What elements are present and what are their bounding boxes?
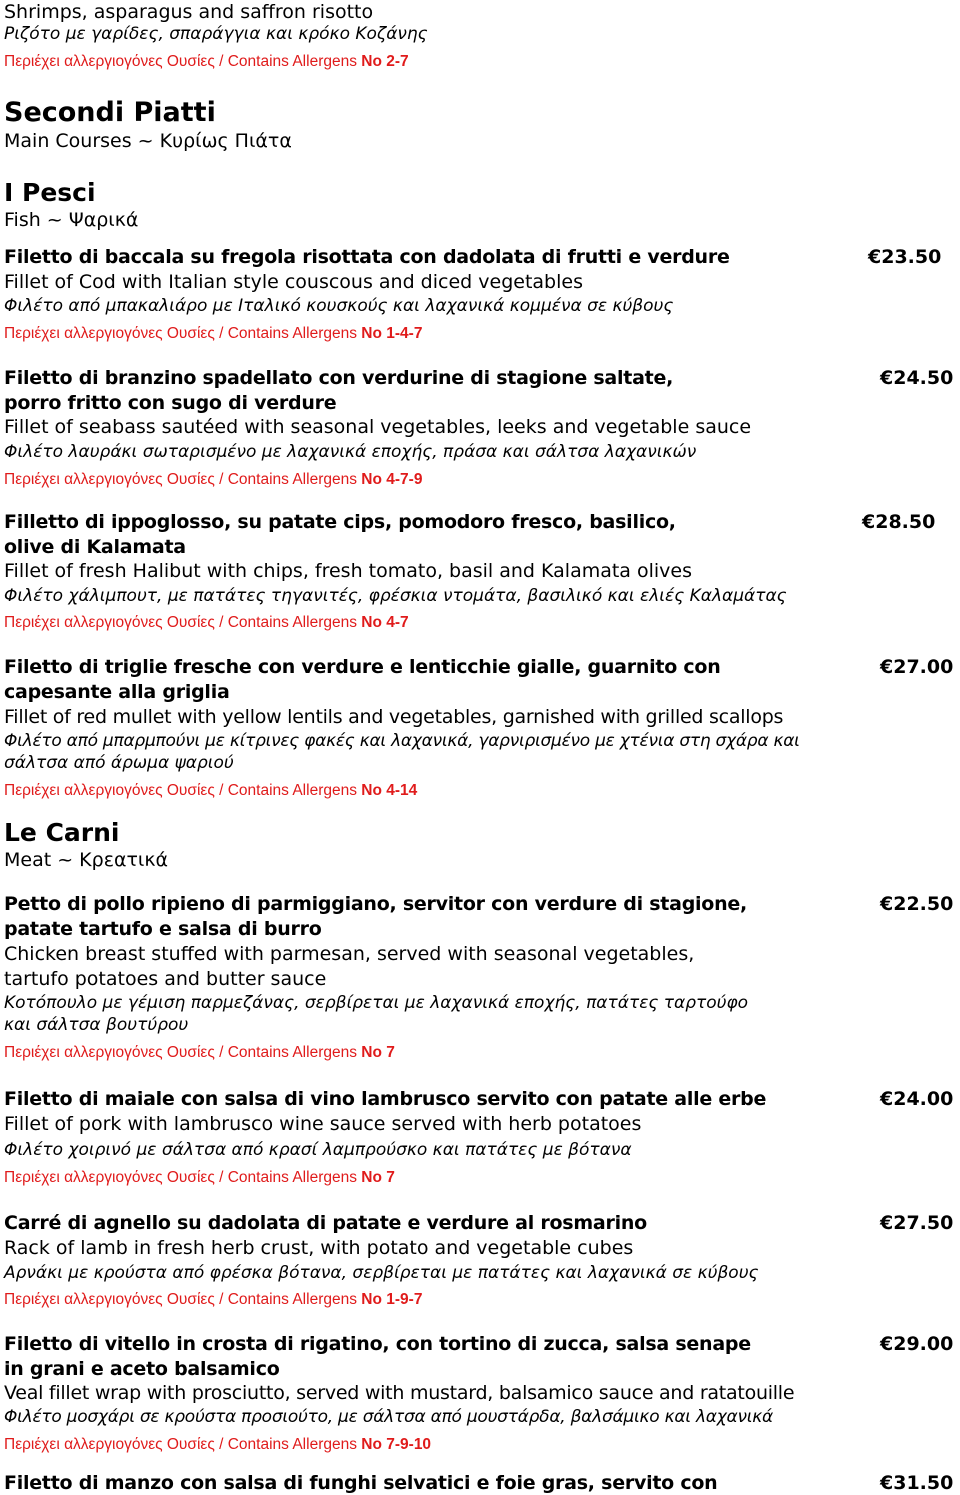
allergens-number: No 4-7-9 [361,471,423,488]
allergens-number: No 4-7 [361,614,409,631]
dish-greek-cont: και σάλτσα βουτύρου [4,1015,189,1035]
dish-italian-name: Petto di pollo ripieno di parmiggiano, servitor con verdure di stagione, [4,893,747,915]
dish-greek: Κοτόπουλο με γέμιση παρμεζάνας, σερβίρεται με λαχανικά εποχής, πατάτες ταρτούφο [4,993,749,1013]
dish-italian-name-cont: porro fritto con sugo di verdure [4,392,337,414]
dish-italian-name-cont: capesante alla griglia [4,681,230,703]
allergens-label: Περιέχει αλλεργιογόνες Ουσίες / Contains Allergens [4,1044,357,1061]
allergens-label: Περιέχει αλλεργιογόνες Ουσίες / Contains Allergens [4,1169,357,1186]
dish-english: Rack of lamb in fresh herb crust, with potato and vegetable cubes [4,1237,634,1259]
section-subtitle: Main Courses ~ Κυρίως Πιάτα [4,130,292,152]
allergens-line [4,50,409,74]
dish-price: €27.50 [880,1212,954,1234]
dish-greek: Φιλέτο χοιρινό με σάλτσα από κρασί λαμπρούσκο και πατάτες με βότανα [4,1140,632,1160]
allergens-label: Περιέχει αλλεργιογόνες Ουσίες / Contains Allergens [4,614,357,631]
dish-italian-name: Filetto di triglie fresche con verdure e lenticchie gialle, guarnito con [4,656,721,678]
dish-italian-name: Filletto di ippoglosso, su patate cips, pomodoro fresco, basilico, [4,511,676,533]
allergens-label: Περιέχει αλλεργιογόνες Ουσίες / Contains Allergens [4,53,357,70]
dish-english: Chicken breast stuffed with parmesan, served with seasonal vegetables, [4,943,695,965]
dish-italian-name: Filetto di baccala su fregola risottata con dadolata di frutti e verdure [4,246,730,268]
dish-english: Fillet of pork with lambrusco wine sauce served with herb potatoes [4,1113,642,1135]
allergens-number: No 1-9-7 [361,1291,423,1308]
allergens-line [4,1288,422,1312]
dish-price: €28.50 [862,511,936,533]
dish-english: Fillet of Cod with Italian style couscous and diced vegetables [4,271,583,293]
allergens-number: No 1-4-7 [361,325,423,342]
dish-price: €24.50 [880,367,954,389]
dish-italian-name-cont: in grani e aceto balsamico [4,1358,280,1380]
allergens-line [4,468,422,492]
allergens-number: No 4-14 [361,782,418,799]
dish-italian-name: Filetto di branzino spadellato con verdurine di stagione saltate, [4,367,674,389]
dish-greek: Φιλέτο λαυράκι σωταρισμένο με λαχανικά εποχής, πράσα και σάλτσα λαχανικών [4,442,697,462]
allergens-number: No 2-7 [361,53,409,70]
dish-greek: Φιλέτο από μπαρμπούνι με κίτρινες φακές και λαχανικά, γαρνιρισμένο με χτένια στη σχάρα και [4,731,800,751]
dish-greek: Φιλέτο από μπακαλιάρο με Ιταλικό κουσκούς και λαχανικά κομμένα σε κύβους [4,296,674,316]
allergens-label: Περιέχει αλλεργιογόνες Ουσίες / Contains Allergens [4,471,357,488]
dish-price: €29.00 [880,1333,954,1355]
dish-price: €27.00 [880,656,954,678]
allergens-label: Περιέχει αλλεργιογόνες Ουσίες / Contains Allergens [4,782,357,799]
dish-italian-name: Filetto di vitello in crosta di rigatino, con tortino di zucca, salsa senape [4,1333,751,1355]
allergens-label: Περιέχει αλλεργιογόνες Ουσίες / Contains Allergens [4,1291,357,1308]
allergens-line [4,1041,395,1065]
allergens-number: No 7 [361,1044,395,1061]
category-subtitle: Meat ~ Κρεατικά [4,849,169,871]
dish-italian-name: Filetto di maiale con salsa di vino lambrusco servito con patate alle erbe [4,1088,767,1110]
dish-english: Fillet of red mullet with yellow lentils and vegetables, garnished with grilled scallops [4,706,784,728]
dish-english-cont: tartufo potatoes and butter sauce [4,968,327,990]
allergens-line [4,1166,395,1190]
allergens-number: No 7 [361,1169,395,1186]
allergens-number: No 7-9-10 [361,1436,432,1453]
allergens-label: Περιέχει αλλεργιογόνες Ουσίες / Contains Allergens [4,325,357,342]
dish-greek: Ριζότο με γαρίδες, σπαράγγια και κρόκο Κοζάνης [4,24,428,44]
dish-italian-name: Carré di agnello su dadolata di patate e verdure al rosmarino [4,1212,647,1234]
dish-price: €31.50 [880,1472,954,1494]
dish-english: Fillet of fresh Halibut with chips, fresh tomato, basil and Kalamata olives [4,560,693,582]
dish-greek: Φιλέτο χάλιμπουτ, με πατάτες τηγανιτές, φρέσκια ντομάτα, βασιλικό και ελιές Καλαμάτας [4,586,787,606]
dish-english: Veal fillet wrap with prosciutto, served with mustard, balsamico sauce and ratatouille [4,1382,795,1404]
dish-greek-cont: σάλτσα από άρωμα ψαριού [4,753,234,773]
dish-price: €24.00 [880,1088,954,1110]
allergens-line [4,322,422,346]
dish-title: Shrimps, asparagus and saffron risotto [4,1,374,23]
allergens-line [4,779,417,803]
dish-greek: Αρνάκι με κρούστα από φρέσκα βότανα, σερβίρεται με πατάτες και λαχανικά σε κύβους [4,1263,759,1283]
dish-italian-name-cont: patate tartufo e salsa di burro [4,918,322,940]
section-title: Secondi Piatti [4,97,216,128]
category-title: I Pesci [4,178,96,207]
allergens-label: Περιέχει αλλεργιογόνες Ουσίες / Contains Allergens [4,1436,357,1453]
category-title: Le Carni [4,818,120,847]
category-subtitle: Fish ~ Ψαρικά [4,209,139,231]
dish-english: Fillet of seabass sautéed with seasonal vegetables, leeks and vegetable sauce [4,416,752,438]
dish-price: €23.50 [868,246,942,268]
allergens-line [4,1433,431,1457]
dish-price: €22.50 [880,893,954,915]
dish-italian-name-cont: olive di Kalamata [4,536,186,558]
dish-italian-name: Filetto di manzo con salsa di funghi selvatici e foie gras, servito con [4,1472,718,1494]
allergens-line [4,611,409,635]
dish-greek: Φιλέτο μοσχάρι σε κρούστα προσιούτο, με σάλτσα από μουστάρδα, βαλσάμικο και λαχανικά [4,1407,773,1427]
